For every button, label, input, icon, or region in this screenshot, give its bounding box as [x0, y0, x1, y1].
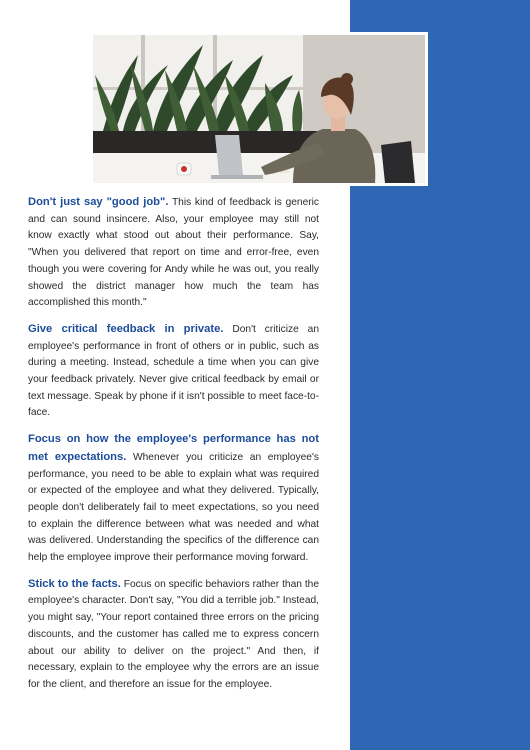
paragraph-body: Don't criticize an employee's performance in front of others or in public, such as during a meeting. Instead, schedule a time when you can give your feedback privately. Never give critical feedback by email or text message. Speak by phone if it isn't possible to meet face-to-face. [28, 323, 320, 419]
paragraph-body: Whenever you criticize an employee's performance, you need to be able to explain what was required or expected of the employee and what they delivered. Typically, people don't deliberately fail to meet expectations, so you need to explain the difference between what was needed and what was delivered. Understanding the specifics of the difference can help the employee improve their performance moving forward. [28, 451, 319, 564]
paragraph-good-job [28, 194, 319, 312]
paragraph-body: This kind of feedback is generic and can sound insincere. Also, your employee may still not know exactly what stood out about their performance. Say, "When you delivered that report on time and error-free, even though you were covering for Andy while he was out, you really showed the district manager how much the team has accomplished this month." [28, 197, 319, 309]
office-photo [93, 35, 425, 183]
paragraph-critical-feedback [28, 321, 319, 422]
paragraph-lead: Stick to the facts. [28, 577, 121, 590]
woman-at-laptop-illustration [93, 35, 425, 183]
photo-frame [90, 32, 428, 186]
paragraph-lead: Don't just say "good job". [28, 196, 169, 208]
paragraph-lead: Give critical feedback in private. [28, 322, 224, 335]
paragraph-expectations [28, 431, 319, 567]
paragraph-body: Focus on specific behaviors rather than the employee's character. Don't say, "You did a terrible job." Instead, you might say, "Your report contained three errors on the pricing discounts, and the customer has called me to express concern about our ability to deliver on the project." And then, if necessary, explain to the employee why the errors are an issue for the client, and therefore an issue for the employee. [28, 578, 319, 690]
paragraph-facts [28, 576, 319, 694]
paragraph-lead: Focus on how the employee's performance has not met expectations. [28, 433, 319, 463]
article-body [28, 194, 319, 703]
